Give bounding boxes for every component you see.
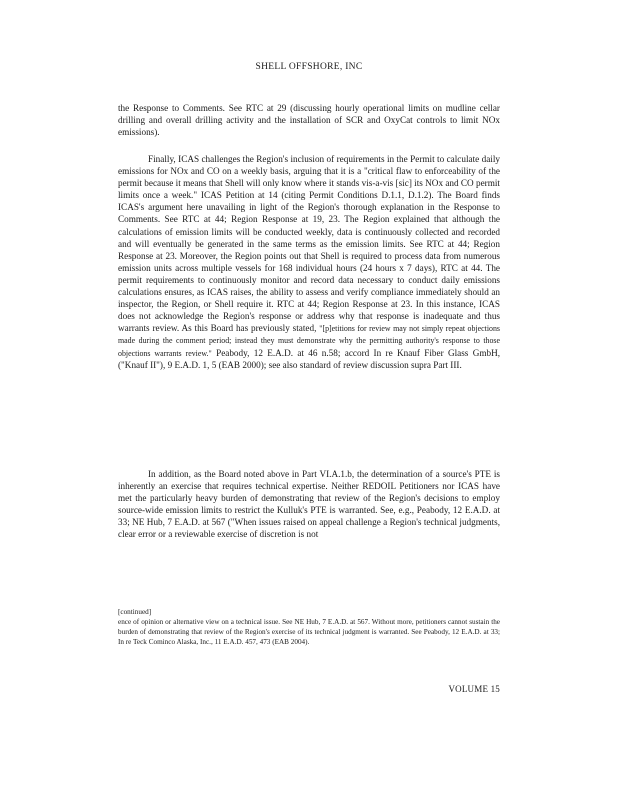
footnote xyxy=(118,607,500,647)
quotation: "[p]etitions for review may not simply repeat objections made during the comment period; instead they must demonstrate why the permitting authority's response to those objections warrants review." xyxy=(118,324,500,358)
footnote-continued-label: [continued] xyxy=(118,608,152,616)
paragraph-pte-technical-expertise xyxy=(118,468,500,541)
footnote-text: ence of opinion or alternative view on a technical issue. See NE Hub, 7 E.A.D. at 567. Without more, petitioners cannot sustain the burden of demonstrating that review of the Region's exercise of its technical judgment is warranted. See Peabody, 12 E.A.D. at 33; In re Teck Cominco Alaska, Inc., 11 E.A.D. 457, 473 (EAB 2004). xyxy=(118,618,500,647)
paragraph-text: In addition, as the Board noted above in Part VI.A.1.b, the determination of a source's PTE is inherently an exercise that requires technical expertise. Neither REDOIL Petitioners nor ICAS have met the particularly heavy burden of demonstrating that review of the Region's decisions to employ source-wide emission limits to restrict the Kulluk's PTE is warranted. See, e.g., Peabody, 12 E.A.D. at 33; NE Hub, 7 E.A.D. at 567 ("When issues raised on appeal challenge a Region's technical judgments, clear error or a reviewable exercise of discretion is not xyxy=(118,469,500,540)
paragraph-text: Finally, ICAS challenges the Region's inclusion of requirements in the Permit to calculate daily emissions for NOx and CO on a weekly basis, arguing that it is a "critical flaw to enforceability of the permit because it means that Shell will only know where it stands vis-a-vis [sic] its NOx and CO permit limits once a week." ICAS Petition at 14 (citing Permit Conditions D.1.1, D.1.2). The Board finds ICAS's argument here unavailing in light of the Region's thorough explanation in the Response to Comments. See RTC at 44; Region Response at 19, 23. The Region explained that although the calculations of emission limits will be conducted weekly, data is continuously collected and recorded and will eventually be generated in the same terms as the emission limits. See RTC at 44; Region Response at 23. Moreover, the Region points out that Shell is required to process data from numerous emission units across multiple vessels for 168 individual hours (24 hours x 7 days), RTC at 44. The permit requirements to continuously monitor and record data necessary to conduct daily emissions calculations ensures, as ICAS raises, the ability to assess and verify compliance immediately should an inspector, the Region, or Shell require it. RTC at 44; Region Response at 23. In this instance, ICAS does not acknowledge the Region's response or address why that response is inadequate and thus warrants review. As this Board has previously stated, xyxy=(118,154,500,334)
volume-footer: VOLUME 15 xyxy=(448,684,500,694)
running-header: SHELL OFFSHORE, INC xyxy=(255,62,363,72)
citation: Peabody, 12 E.A.D. at 46 n.58; accord In re Knauf Fiber Glass GmbH, ("Knauf II"), 9 E.A.D. 1, 5 (EAB 2000); see also standard of review discussion supra Part III. xyxy=(118,347,500,370)
paragraph-icas-daily-emissions xyxy=(118,153,500,371)
paragraph-text: the Response to Comments. See RTC at 29 (discussing hourly operational limits on mudline cellar drilling and overall drilling activity and the installation of SCR and OxyCat controls to limit NOx emissions). xyxy=(118,103,500,138)
paragraph-continuation xyxy=(118,102,500,138)
